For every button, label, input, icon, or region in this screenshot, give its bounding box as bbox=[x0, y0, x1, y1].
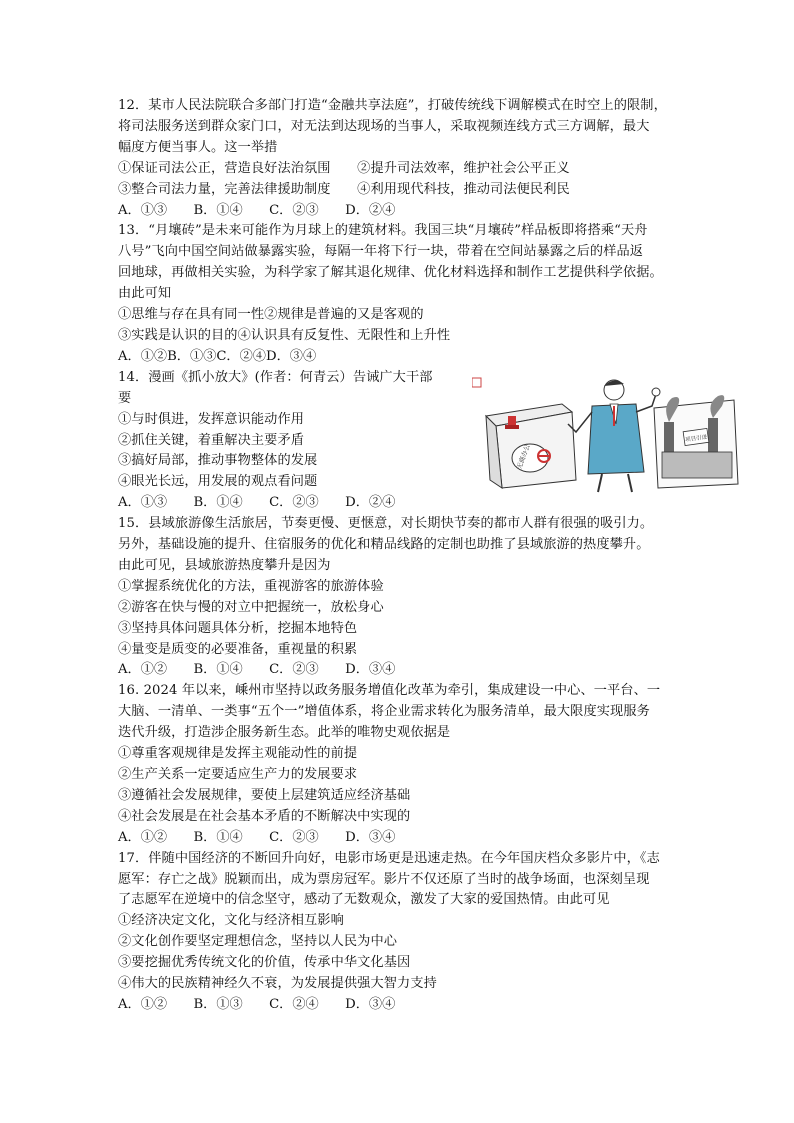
seal-mark bbox=[472, 378, 481, 387]
question-text: 幅度方便当事人。这一举措 bbox=[118, 139, 278, 155]
option-line: ②生产关系一定要适应生产力的发展要求 bbox=[118, 767, 358, 782]
question-text: 16. 2024 年以来，嵊州市坚持以政务服务增值化改革为牵引，集成建设一中心、一平台、一 bbox=[118, 683, 661, 699]
option-line: ④伟大的民族精神经久不衰，为发展提供强大智力支持 bbox=[118, 976, 437, 992]
question-16 bbox=[118, 681, 690, 848]
question-text: 大脑、一清单、一类事“五个一”增值体系，将企业需求转化为服务清单，最大限度实现服务 bbox=[118, 704, 650, 720]
official-figure bbox=[568, 380, 660, 492]
question-text: 17．伴随中国经济的不断回升向好，电影市场更是迅速走热。在今年国庆档众多影片中，《志 bbox=[118, 850, 660, 866]
question-14 bbox=[118, 368, 708, 514]
question-text: 八号”飞向中国空间站做暴露实验，每隔一年将下行一块，带着在空间站暴露之后的样品返 bbox=[118, 244, 644, 260]
question-text: 13．“月壤砖”是未来可能作为月球上的建筑材料。我国三块“月壤砖”样品板即将搭乘“天舟 bbox=[118, 223, 648, 239]
option-line: ③整合司法力量，完善法律援助制度 ④利用现代科技，推动司法便民利民 bbox=[118, 181, 570, 197]
option-line: ①保证司法公正，营造良好法治氛围 ②提升司法效率，维护社会公平正义 bbox=[118, 160, 570, 176]
exam-page bbox=[118, 96, 708, 1016]
question-17 bbox=[118, 849, 690, 1016]
answer-choices: A．①② B．①④ C．②③ D．③④ bbox=[118, 829, 396, 845]
question-text: 回地球，再做相关实验，为科学家了解其退化规律、优化材料选择和制作工艺提供科学依据。 bbox=[118, 265, 663, 281]
question-text: 愿军：存亡之战》脱颖而出，成为票房冠军。影片不仅还原了当时的战争场面，也深刻呈现 bbox=[118, 871, 650, 887]
question-text: 另外，基础设施的提升、住宿服务的优化和精品线路的定制也助推了县域旅游的热度攀升。 bbox=[118, 537, 650, 553]
option-line: ③坚持具体问题具体分析，挖掘本地特色 bbox=[118, 620, 358, 636]
question-text: 14．漫画《抓小放大》(作者：何青云）告诫广大干部 bbox=[118, 369, 433, 385]
answer-choices: A．①③ B．①④ C．②③ D．②④ bbox=[118, 495, 396, 511]
option-line: ③实践是认识的目的④认识具有反复性、无限性和上升性 bbox=[118, 327, 451, 343]
answer-choices: A．①② B．①④ C．②③ D．③④ bbox=[118, 662, 396, 678]
answer-choices: A．①③ B．①④ C．②③ D．②④ bbox=[118, 202, 396, 218]
option-line: ③遵循社会发展规律，要使上层建筑适应经济基础 bbox=[118, 787, 411, 803]
question-text: 迭代升级，打造涉企服务新生态。此举的唯物史观依据是 bbox=[118, 725, 451, 741]
question-15 bbox=[118, 514, 690, 681]
option-line: ④眼光长远，用发展的观点看问题 bbox=[118, 474, 318, 490]
option-line: ④社会发展是在社会基本矛盾的不断解决中实现的 bbox=[118, 808, 411, 824]
question-text: 了志愿军在逆境中的信念坚守，感动了无数观众，激发了大家的爱国热情。由此可见 bbox=[118, 892, 610, 908]
poster-label: 项目引进 bbox=[684, 434, 708, 444]
question-13 bbox=[118, 221, 690, 367]
question-text: 由此可知 bbox=[118, 286, 172, 302]
option-line: ②文化创作要坚定理想信念，坚持以人民为中心 bbox=[118, 934, 398, 950]
option-line: ①经济决定文化，文化与经济相互影响 bbox=[118, 913, 344, 929]
option-line: ②游客在快与慢的对立中把握统一，放松身心 bbox=[118, 599, 384, 615]
option-line: ①尊重客观规律是发挥主观能动性的前提 bbox=[118, 746, 358, 762]
question-text: 由此可见，县域旅游热度攀升是因为 bbox=[118, 557, 331, 573]
option-line: ③搞好局部，推动事物整体的发展 bbox=[118, 453, 318, 469]
question-text: 要 bbox=[118, 390, 132, 406]
option-line: ②抓住关键，着重解决主要矛盾 bbox=[118, 432, 305, 448]
question-text: 12．某市人民法院联合多部门打造“金融共享法庭”，打破传统线下调解模式在时空上的限制， bbox=[118, 98, 667, 113]
option-line: ③要挖掘优秀传统文化的价值，传承中华文化基因 bbox=[118, 955, 411, 971]
question-12 bbox=[118, 96, 690, 221]
option-line: ①思维与存在具有同一性②规律是普遍的又是客观的 bbox=[118, 307, 424, 323]
option-line: ①与时俱进，发挥意识能动作用 bbox=[118, 411, 305, 427]
stamp-label: 无商办公 bbox=[515, 442, 532, 471]
option-line: ④量变是质变的必要准备，重视量的积累 bbox=[118, 641, 358, 657]
answer-choices: A．①② B．①③ C．②④ D．③④ bbox=[118, 996, 396, 1012]
option-line: ①掌握系统优化的方法，重视游客的旅游体验 bbox=[118, 578, 384, 594]
question-text: 15．县域旅游像生活旅居，节奏更慢、更惬意，对长期快节奏的都市人群有很强的吸引力。 bbox=[118, 516, 654, 532]
answer-choices: A．①②B．①③C．②④D．③④ bbox=[118, 348, 317, 364]
cartoon-illustration bbox=[472, 376, 744, 494]
question-text: 将司法服务送到群众家门口，对无法到达现场的当事人，采取视频连线方式三方调解，最大 bbox=[118, 118, 650, 134]
